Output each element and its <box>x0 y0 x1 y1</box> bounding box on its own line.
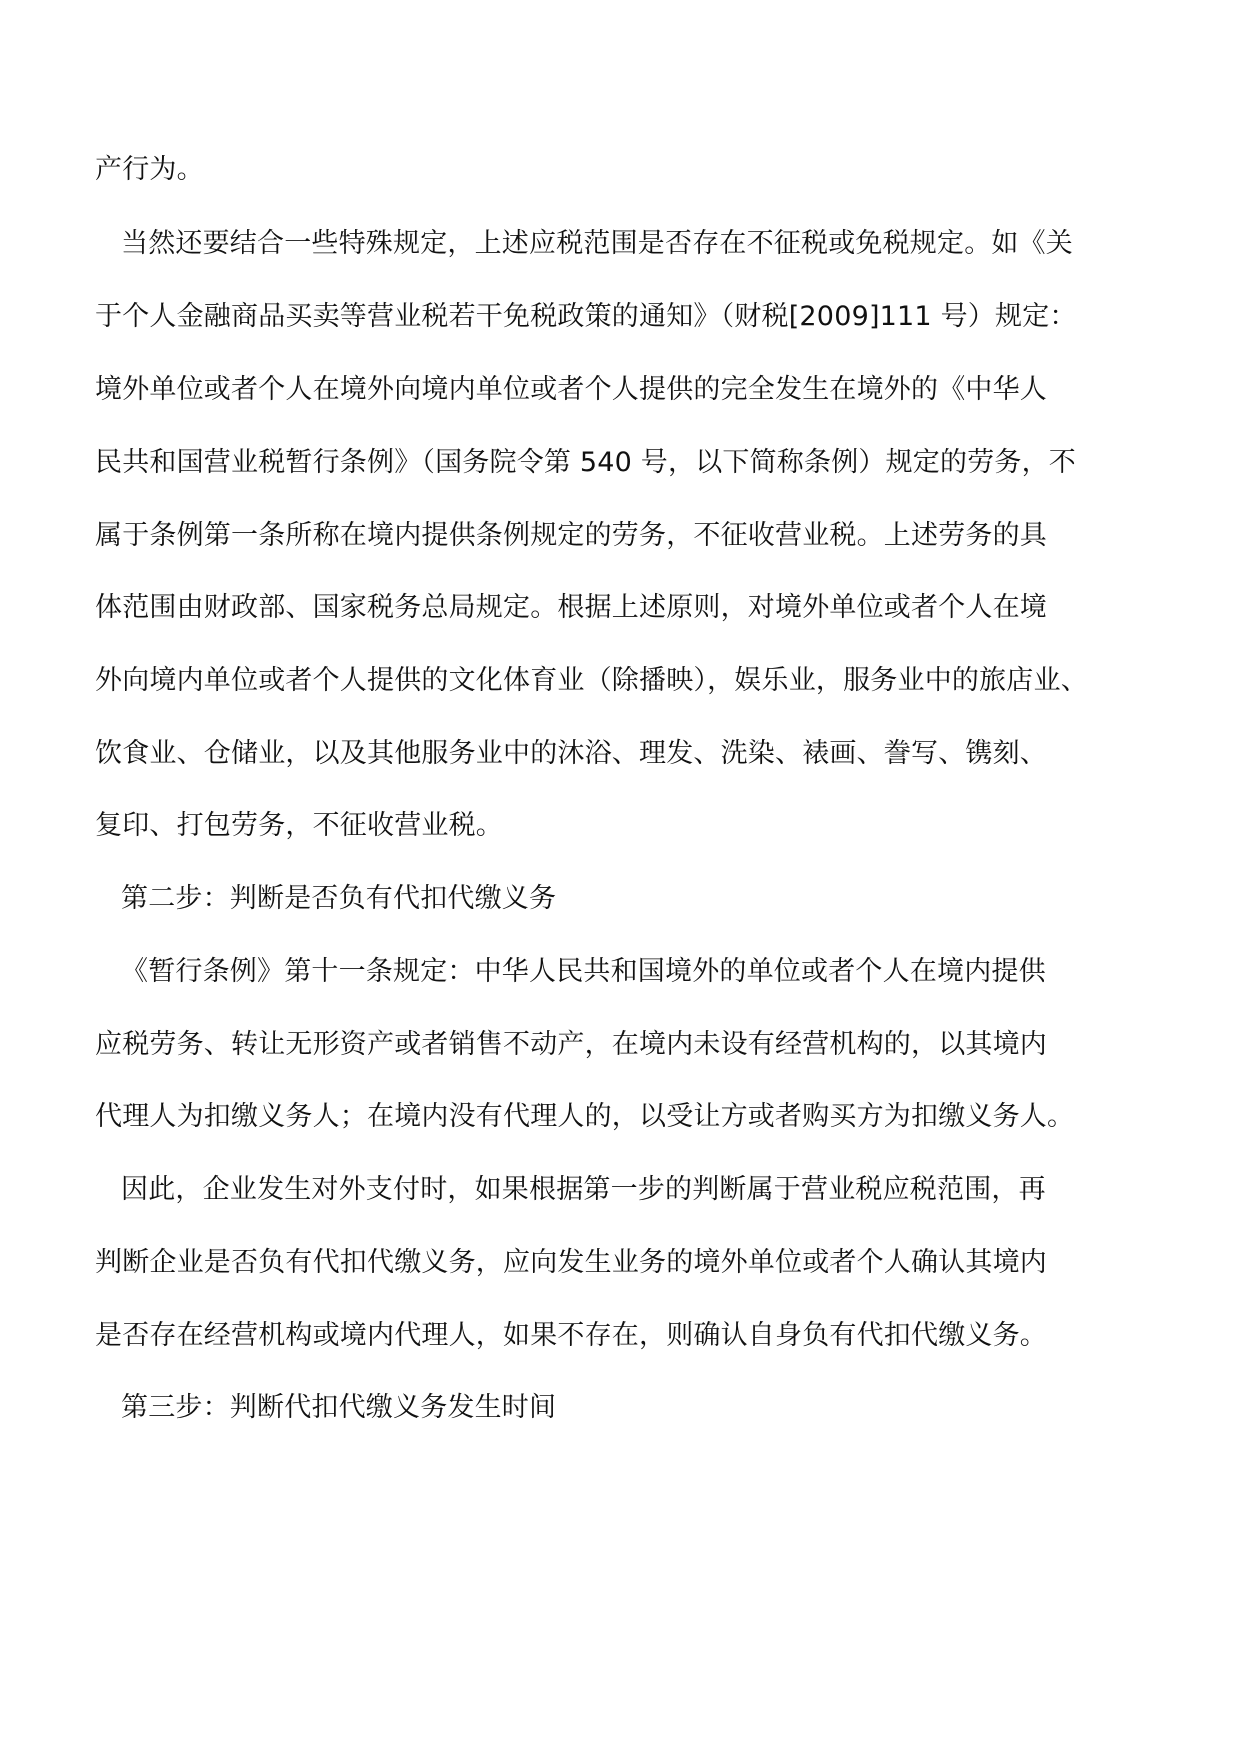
paragraph-line: 复印、打包劳务，不征收营业税。 <box>95 810 503 841</box>
paragraph-line: 是否存在经营机构或境内代理人，如果不存在，则确认自身负有代扣代缴义务。 <box>95 1320 1047 1351</box>
paragraph-line: 代理人为扣缴义务人；在境内没有代理人的，以受让方或者购买方为扣缴义务人。 <box>95 1101 1075 1132</box>
paragraph-line: 民共和国营业税暂行条例》（国务院令第 540 号，以下简称条例）规定的劳务，不 <box>95 447 1076 478</box>
paragraph-line: 《暂行条例》第十一条规定：中华人民共和国境外的单位或者个人在境内提供 <box>121 956 1046 987</box>
paragraph-line: 属于条例第一条所称在境内提供条例规定的劳务，不征收营业税。上述劳务的具 <box>95 520 1047 551</box>
paragraph-line: 产行为。 <box>95 154 204 185</box>
paragraph-line: 境外单位或者个人在境外向境内单位或者个人提供的完全发生在境外的《中华人 <box>95 374 1047 405</box>
paragraph-line: 当然还要结合一些特殊规定，上述应税范围是否存在不征税或免税规定。如《关 <box>121 228 1073 259</box>
paragraph-line: 于个人金融商品买卖等营业税若干免税政策的通知》（财税[2009]111 号）规定： <box>95 301 1077 332</box>
paragraph-line: 饮食业、仓储业，以及其他服务业中的沐浴、理发、洗染、裱画、誊写、镌刻、 <box>95 738 1047 769</box>
paragraph-line: 判断企业是否负有代扣代缴义务，应向发生业务的境外单位或者个人确认其境内 <box>95 1247 1047 1278</box>
section-heading: 第三步：判断代扣代缴义务发生时间 <box>121 1392 557 1423</box>
section-heading: 第二步：判断是否负有代扣代缴义务 <box>121 883 557 914</box>
paragraph-line: 应税劳务、转让无形资产或者销售不动产，在境内未设有经营机构的，以其境内 <box>95 1029 1047 1060</box>
paragraph-line: 体范围由财政部、国家税务总局规定。根据上述原则，对境外单位或者个人在境 <box>95 592 1047 623</box>
paragraph-line: 外向境内单位或者个人提供的文化体育业（除播映），娱乐业，服务业中的旅店业、 <box>95 665 1088 696</box>
paragraph-line: 因此，企业发生对外支付时，如果根据第一步的判断属于营业税应税范围，再 <box>121 1174 1046 1205</box>
